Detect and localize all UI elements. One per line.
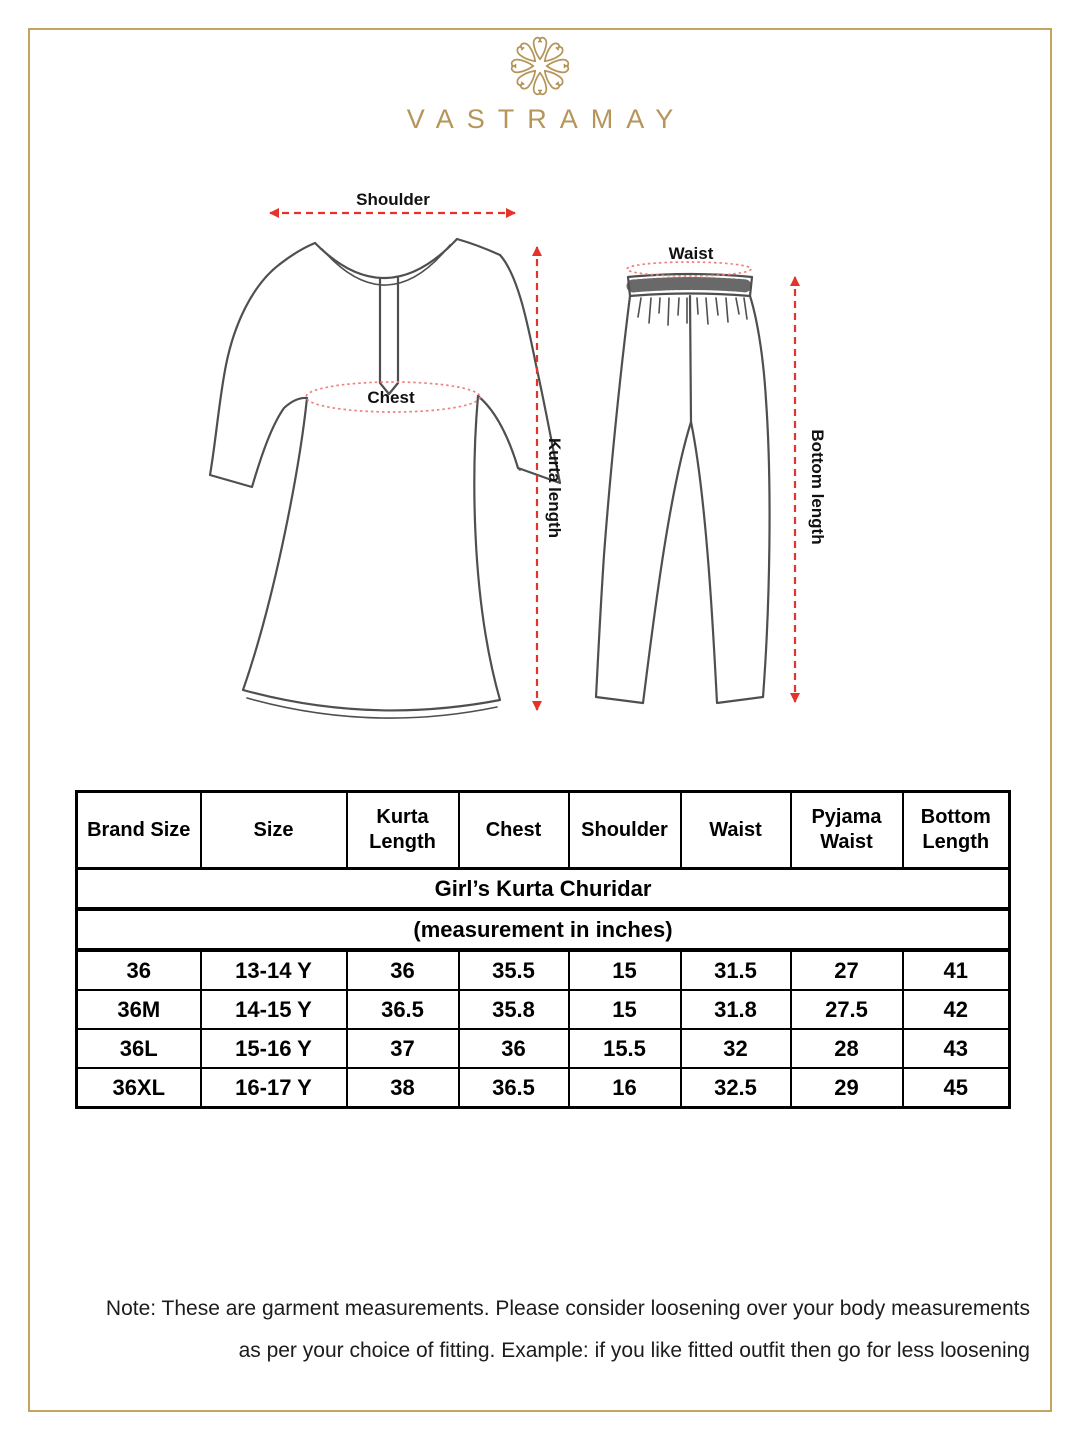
cell: 36.5 bbox=[459, 1068, 569, 1108]
kurta-drawing bbox=[210, 239, 560, 718]
shoulder-label: Shoulder bbox=[356, 190, 430, 209]
cell: 36.5 bbox=[347, 990, 459, 1029]
table-row bbox=[77, 1029, 1010, 1068]
cell: 43 bbox=[903, 1029, 1010, 1068]
col-header-waist: Waist bbox=[681, 792, 791, 869]
cell: 36 bbox=[347, 950, 459, 990]
cell: 16 bbox=[569, 1068, 681, 1108]
table-row bbox=[77, 950, 1010, 990]
measurement-note bbox=[50, 1288, 1030, 1372]
cell: 13-14 Y bbox=[201, 950, 347, 990]
cell: 15 bbox=[569, 990, 681, 1029]
cell: 32 bbox=[681, 1029, 791, 1068]
table-row bbox=[77, 1068, 1010, 1108]
cell: 29 bbox=[791, 1068, 903, 1108]
table-title: Girl’s Kurta Churidar bbox=[77, 869, 1010, 910]
table-subtitle: (measurement in inches) bbox=[77, 909, 1010, 950]
cell: 14-15 Y bbox=[201, 990, 347, 1029]
col-header-pyjama-waist: Pyjama Waist bbox=[791, 792, 903, 869]
cell: 36M bbox=[77, 990, 201, 1029]
kurta-length-label: Kurta length bbox=[545, 437, 564, 539]
cell: 35.5 bbox=[459, 950, 569, 990]
cell: 45 bbox=[903, 1068, 1010, 1108]
cell: 38 bbox=[347, 1068, 459, 1108]
measurement-diagram bbox=[0, 165, 1080, 790]
note-line-2: as per your choice of fitting. Example: if you like fitted outfit then go for less loosening bbox=[238, 1339, 1030, 1362]
cell: 27.5 bbox=[791, 990, 903, 1029]
cell: 16-17 Y bbox=[201, 1068, 347, 1108]
cell: 36L bbox=[77, 1029, 201, 1068]
cell: 15 bbox=[569, 950, 681, 990]
cell: 35.8 bbox=[459, 990, 569, 1029]
cell: 28 bbox=[791, 1029, 903, 1068]
waist-label: Waist bbox=[668, 244, 714, 263]
cell: 36 bbox=[77, 950, 201, 990]
table-header-row bbox=[77, 792, 1010, 869]
cell: 36 bbox=[459, 1029, 569, 1068]
col-header-brand-size: Brand Size bbox=[77, 792, 201, 869]
col-header-shoulder: Shoulder bbox=[569, 792, 681, 869]
waistband-gathers bbox=[638, 298, 747, 325]
size-chart-table bbox=[75, 790, 1011, 1109]
brand-wordmark: VASTRAMAY bbox=[406, 104, 687, 134]
col-header-chest: Chest bbox=[459, 792, 569, 869]
cell: 31.8 bbox=[681, 990, 791, 1029]
col-header-bottom-length: Bottom Length bbox=[903, 792, 1010, 869]
cell: 27 bbox=[791, 950, 903, 990]
cell: 41 bbox=[903, 950, 1010, 990]
cell: 31.5 bbox=[681, 950, 791, 990]
col-header-size: Size bbox=[201, 792, 347, 869]
note-line-1: Note: These are garment measurements. Please consider loosening over your body measurements bbox=[105, 1297, 1030, 1320]
brand-logo-icon bbox=[508, 34, 572, 98]
table-title-row bbox=[77, 869, 1010, 910]
churidar-drawing bbox=[596, 274, 770, 703]
cell: 15-16 Y bbox=[201, 1029, 347, 1068]
cell: 36XL bbox=[77, 1068, 201, 1108]
table-row bbox=[77, 990, 1010, 1029]
cell: 37 bbox=[347, 1029, 459, 1068]
col-header-kurta-length: Kurta Length bbox=[347, 792, 459, 869]
cell: 42 bbox=[903, 990, 1010, 1029]
table-subtitle-row bbox=[77, 909, 1010, 950]
cell: 32.5 bbox=[681, 1068, 791, 1108]
chest-label: Chest bbox=[367, 388, 415, 407]
cell: 15.5 bbox=[569, 1029, 681, 1068]
bottom-length-label: Bottom length bbox=[808, 429, 827, 545]
